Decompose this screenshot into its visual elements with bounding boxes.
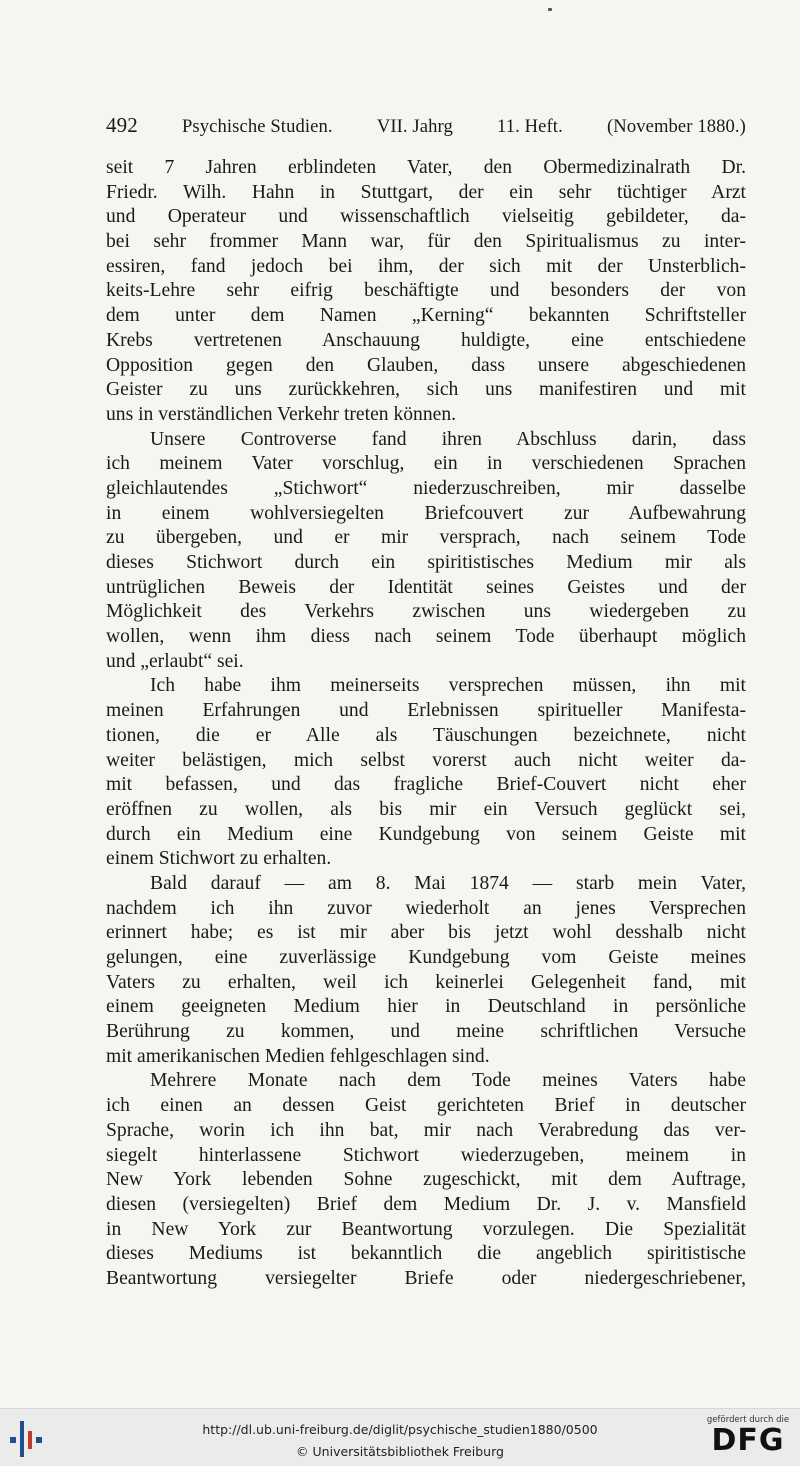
- text-line: Vaters zu erhalten, weil ich keinerlei Gelegenheit fand, mit: [106, 971, 746, 993]
- text-line: tionen, die er Alle als Täuschungen bezeichnete, nicht: [106, 724, 746, 746]
- text-line: Opposition gegen den Glauben, dass unsere abgeschiedenen: [106, 354, 746, 376]
- text-line: Sprache, worin ich ihn bat, mir nach Verabredung das ver-: [106, 1119, 746, 1141]
- text-line: dieses Mediums ist bekanntlich die angeblich spiritistische: [106, 1243, 746, 1265]
- text-line: wollen, wenn ihm diess nach seinem Tode überhaupt möglich: [106, 626, 746, 648]
- text-line: keits-Lehre sehr eifrig beschäftigte und besonders der von: [106, 280, 746, 302]
- text-line: dieses Stichwort durch ein spiritistisches Medium mir als: [106, 552, 746, 573]
- text-line: New York lebenden Sohne zugeschickt, mit dem Auftrage,: [106, 1169, 746, 1191]
- body-text: [106, 156, 746, 1292]
- text-line: nachdem ich ihn zuvor wiederholt an jenes Versprechen: [106, 897, 746, 919]
- text-line: weiter belästigen, mich selbst vorerst auch nicht weiter da-: [106, 749, 746, 771]
- text-line: und „erlaubt“ sei.: [106, 650, 244, 672]
- text-line: Friedr. Wilh. Hahn in Stuttgart, der ein sehr tüchtiger Arzt: [106, 181, 746, 203]
- text-line: mit amerikanischen Medien fehlgeschlagen sind.: [106, 1045, 490, 1067]
- text-line: gelungen, eine zuverlässige Kundgebung vom Geiste meines: [106, 947, 746, 968]
- text-line: und Operateur und wissenschaftlich vielseitig gebildeter, da-: [106, 206, 746, 228]
- issue: 11. Heft.: [497, 116, 563, 137]
- page-number: 492: [106, 113, 138, 137]
- viewer-footer: [0, 1408, 800, 1466]
- text-line: zu übergeben, und er mir versprach, nach seinem Tode: [106, 527, 746, 549]
- text-line: in New York zur Beantwortung vorzulegen. Die Spezialität: [106, 1218, 746, 1240]
- text-line: mit befassen, und das fragliche Brief-Couvert nicht eher: [106, 774, 746, 796]
- text-line: ich einen an dessen Geist gerichteten Brief in deutscher: [106, 1095, 746, 1117]
- text-line: siegelt hinterlassene Stichwort wiederzugeben, meinem in: [106, 1144, 746, 1166]
- text-line: Beantwortung versiegelter Briefe oder niedergeschriebener,: [106, 1267, 746, 1289]
- permalink-url[interactable]: http://dl.ub.uni-freiburg.de/diglit/psychische_studien1880/0500: [202, 1422, 598, 1437]
- text-line: Geister zu uns zurückkehren, sich uns manifestiren und mit: [106, 379, 746, 401]
- text-line: Berührung zu kommen, und meine schriftlichen Versuche: [106, 1021, 746, 1043]
- text-line: untrüglichen Beweis der Identität seines Geistes und der: [106, 576, 746, 598]
- text-line: essiren, fand jedoch bei ihm, der sich mit der Unsterblich-: [106, 255, 746, 277]
- text-line: gleichlautendes „Stichwort“ niederzuschreiben, mir dasselbe: [106, 477, 746, 499]
- text-line: Bald darauf — am 8. Mai 1874 — starb mein Vater,: [150, 872, 746, 894]
- text-line: erinnert habe; es ist mir aber bis jetzt wohl desshalb nicht: [106, 922, 746, 944]
- text-line: durch ein Medium eine Kundgebung von seinem Geiste mit: [106, 823, 746, 845]
- text-line: diesen (versiegelten) Brief dem Medium Dr. J. v. Mansfield: [106, 1193, 746, 1215]
- text-line: meinen Erfahrungen und Erlebnissen spiritueller Manifesta-: [106, 700, 746, 722]
- text-line: Ich habe ihm meinerseits versprechen müssen, ihn mit: [150, 675, 746, 697]
- text-line: dem unter dem Namen „Kerning“ bekannten Schriftsteller: [106, 305, 746, 327]
- text-line: Mehrere Monate nach dem Tode meines Vaters habe: [150, 1070, 746, 1092]
- funder-caption: gefördert durch die: [706, 1415, 790, 1425]
- text-line: ich meinem Vater vorschlug, ein in verschiedenen Sprachen: [106, 453, 746, 475]
- text-line: bei sehr frommer Mann war, für den Spiritualismus zu inter-: [106, 231, 746, 253]
- dfg-logo[interactable]: [704, 1415, 792, 1461]
- copyright-notice: © Universitätsbibliothek Freiburg: [296, 1444, 504, 1459]
- volume: VII. Jahrg: [376, 116, 453, 137]
- dfg-logo-text: DFG: [711, 1423, 785, 1458]
- text-line: eröffnen zu wollen, als bis mir ein Versuch geglückt sei,: [106, 798, 746, 820]
- text-line: uns in verständlichen Verkehr treten können.: [106, 403, 457, 425]
- text-line: einem Stichwort zu erhalten.: [106, 848, 332, 870]
- scan-speck: [548, 8, 552, 11]
- journal-title: Psychische Studien.: [181, 116, 333, 137]
- text-line: einem geeigneten Medium hier in Deutschland in persönliche: [106, 996, 746, 1018]
- running-header: [106, 113, 746, 138]
- issue-date: (November 1880.): [607, 116, 746, 137]
- text-line: Möglichkeit des Verkehrs zwischen uns wiedergeben zu: [106, 601, 746, 623]
- text-line: Unsere Controverse fand ihren Abschluss darin, dass: [150, 428, 746, 450]
- text-line: in einem wohlversiegelten Briefcouvert zur Aufbewahrung: [106, 502, 746, 524]
- text-line: seit 7 Jahren erblindeten Vater, den Obermedizinalrath Dr.: [106, 157, 746, 178]
- text-line: Krebs vertretenen Anschauung huldigte, eine entschiedene: [106, 329, 746, 351]
